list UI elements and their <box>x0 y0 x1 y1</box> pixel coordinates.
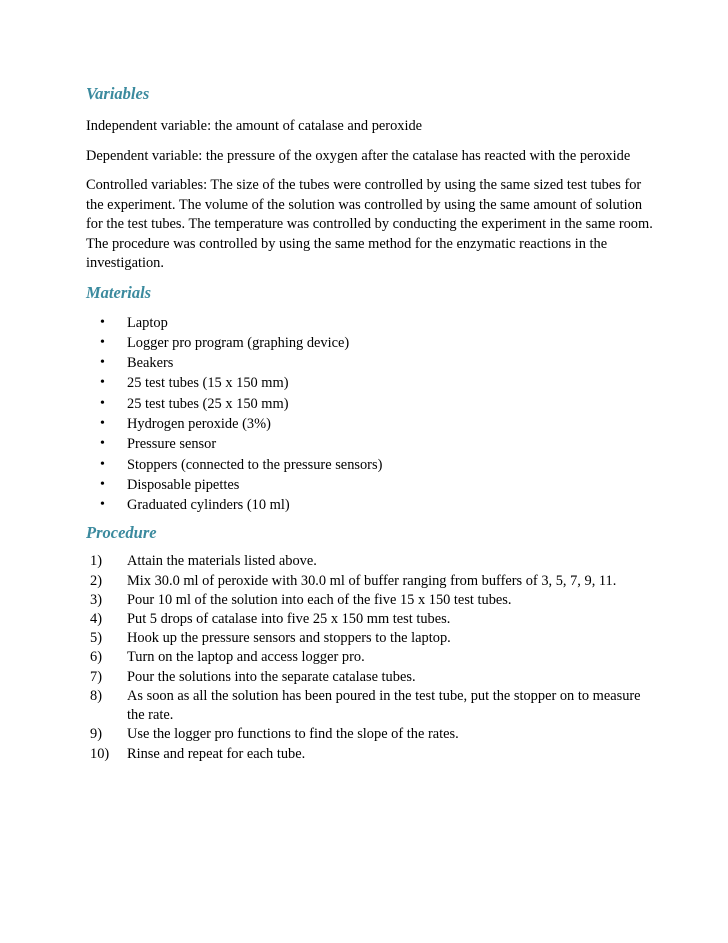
list-item <box>86 373 656 393</box>
step-number: 7) <box>90 668 102 685</box>
step-number: 1) <box>90 553 102 570</box>
material-label: Logger pro program (graphing device) <box>127 334 350 351</box>
materials-heading: Materials <box>86 282 152 302</box>
procedure-step <box>86 745 656 764</box>
step-text: Mix 30.0 ml of peroxide with 30.0 ml of buffer ranging from buffers of 3, 5, 7, 9, 11. <box>127 572 617 589</box>
bullet-icon: • <box>100 375 105 391</box>
procedure-step <box>86 552 656 571</box>
list-item <box>86 434 656 454</box>
procedure-heading: Procedure <box>86 523 157 543</box>
step-text: Attain the materials listed above. <box>127 553 317 570</box>
list-item <box>86 495 656 515</box>
materials-list <box>86 313 656 516</box>
procedure-step <box>86 610 656 629</box>
bullet-icon: • <box>100 355 105 371</box>
material-label: Laptop <box>127 314 168 331</box>
list-item <box>86 475 656 495</box>
procedure-step <box>86 725 656 744</box>
variables-heading: Variables <box>86 84 150 103</box>
list-item <box>86 414 656 434</box>
material-label: Graduated cylinders (10 ml) <box>127 497 290 514</box>
step-number: 2) <box>90 572 102 589</box>
material-label: Stoppers (connected to the pressure sensors) <box>127 456 383 473</box>
step-text: Pour the solutions into the separate catalase tubes. <box>127 668 416 685</box>
step-text: As soon as all the solution has been poured in the test tube, put the stopper on to measure the rate. <box>127 687 641 724</box>
list-item <box>86 394 656 414</box>
bullet-icon: • <box>100 456 105 472</box>
step-number: 5) <box>90 630 102 647</box>
step-text: Put 5 drops of catalase into five 25 x 150 mm test tubes. <box>127 611 451 628</box>
procedure-step <box>86 591 656 610</box>
step-text: Rinse and repeat for each tube. <box>127 745 306 762</box>
dependent-variable-text: Dependent variable: the pressure of the oxygen after the catalase has reacted with the peroxide <box>86 147 631 164</box>
procedure-step <box>86 572 656 591</box>
controlled-variables-text: Controlled variables: The size of the tubes were controlled by using the same sized test tubes for the experiment. The volume of the solution was controlled by using the same amount of solution for the test tubes. The temperature was controlled by conducting the experiment in the same room. The procedure was controlled by using the same method for the enzymatic reactions in the investigation. <box>86 177 653 271</box>
list-item <box>86 333 656 353</box>
list-item <box>86 353 656 373</box>
step-text: Hook up the pressure sensors and stoppers to the laptop. <box>127 630 451 647</box>
bullet-icon: • <box>100 436 105 452</box>
bullet-icon: • <box>100 415 105 431</box>
material-label: 25 test tubes (25 x 150 mm) <box>127 395 289 412</box>
procedure-step <box>86 687 656 725</box>
procedure-step <box>86 648 656 667</box>
step-text: Turn on the laptop and access logger pro. <box>127 649 365 666</box>
step-number: 9) <box>90 726 102 743</box>
material-label: Disposable pipettes <box>127 476 240 493</box>
bullet-icon: • <box>100 476 105 492</box>
step-number: 3) <box>90 591 102 608</box>
list-item <box>86 455 656 475</box>
bullet-icon: • <box>100 334 105 350</box>
independent-variable-text: Independent variable: the amount of catalase and peroxide <box>86 118 423 134</box>
material-label: Pressure sensor <box>127 436 217 453</box>
step-number: 4) <box>90 611 102 628</box>
procedure-step <box>86 629 656 648</box>
bullet-icon: • <box>100 314 105 330</box>
material-label: 25 test tubes (15 x 150 mm) <box>127 375 289 392</box>
document-page <box>86 84 656 764</box>
step-text: Pour 10 ml of the solution into each of the five 15 x 150 test tubes. <box>127 591 512 608</box>
bullet-icon: • <box>100 395 105 411</box>
material-label: Hydrogen peroxide (3%) <box>127 415 271 432</box>
list-item <box>86 313 656 333</box>
procedure-step <box>86 668 656 687</box>
step-text: Use the logger pro functions to find the slope of the rates. <box>127 726 459 743</box>
step-number: 8) <box>90 687 102 704</box>
material-label: Beakers <box>127 355 174 372</box>
step-number: 6) <box>90 649 102 666</box>
bullet-icon: • <box>100 497 105 513</box>
step-number: 10) <box>90 745 110 762</box>
procedure-list <box>86 552 656 763</box>
